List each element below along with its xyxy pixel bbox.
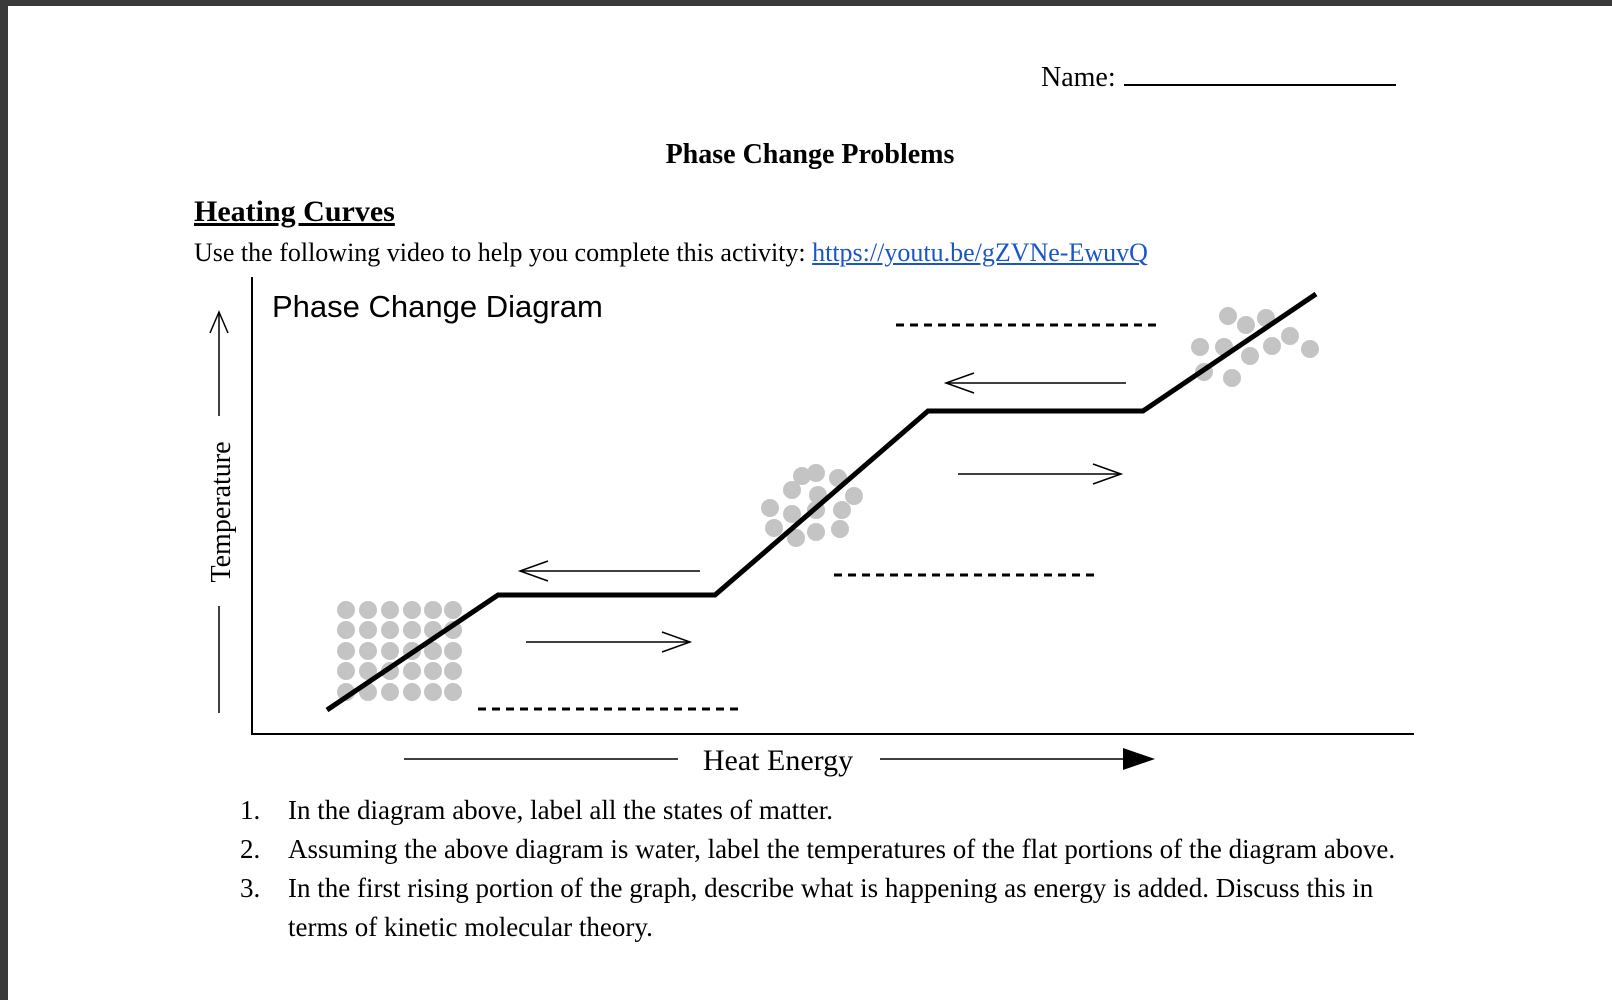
video-link[interactable]: https://youtu.be/gZVNe-EwuvQ [812,238,1148,267]
question-text: In the diagram above, label all the states of matter. [288,795,834,825]
plateau1-left-arrow [520,561,700,581]
worksheet-page [8,6,1612,1000]
question-number: 3. [240,873,261,903]
instruction-label: Use the following video to help you complete this activity: [194,238,806,267]
question-number: 1. [240,795,261,825]
question-list [240,791,1430,947]
plateau1-right-arrow [526,632,690,652]
question-item [240,791,1430,830]
name-label: Name: [1041,62,1116,93]
question-text: In the first rising portion of the graph, describe what is happening as energy is added. Discuss this in terms of kinetic molecular theory. [288,873,1374,942]
question-item [240,830,1430,869]
heating-curve [327,294,1316,710]
liquid-particles [761,464,863,547]
x-axis-arrowhead [1123,748,1155,770]
question-text: Assuming the above diagram is water, label the temperatures of the flat portions of the diagram above. [288,834,1396,864]
section-heading: Heating Curves [194,195,395,228]
x-axis-label: Heat Energy [702,744,854,777]
question-number: 2. [240,834,261,864]
plateau2-left-arrow [946,373,1126,393]
question-item [240,869,1430,947]
y-axis-label: Temperature [206,441,237,583]
diagram-title: Phase Change Diagram [272,289,603,324]
solid-particles [337,601,462,701]
gas-particles [1191,307,1319,387]
plateau2-right-arrow [958,464,1121,484]
page-title: Phase Change Problems [665,139,955,170]
